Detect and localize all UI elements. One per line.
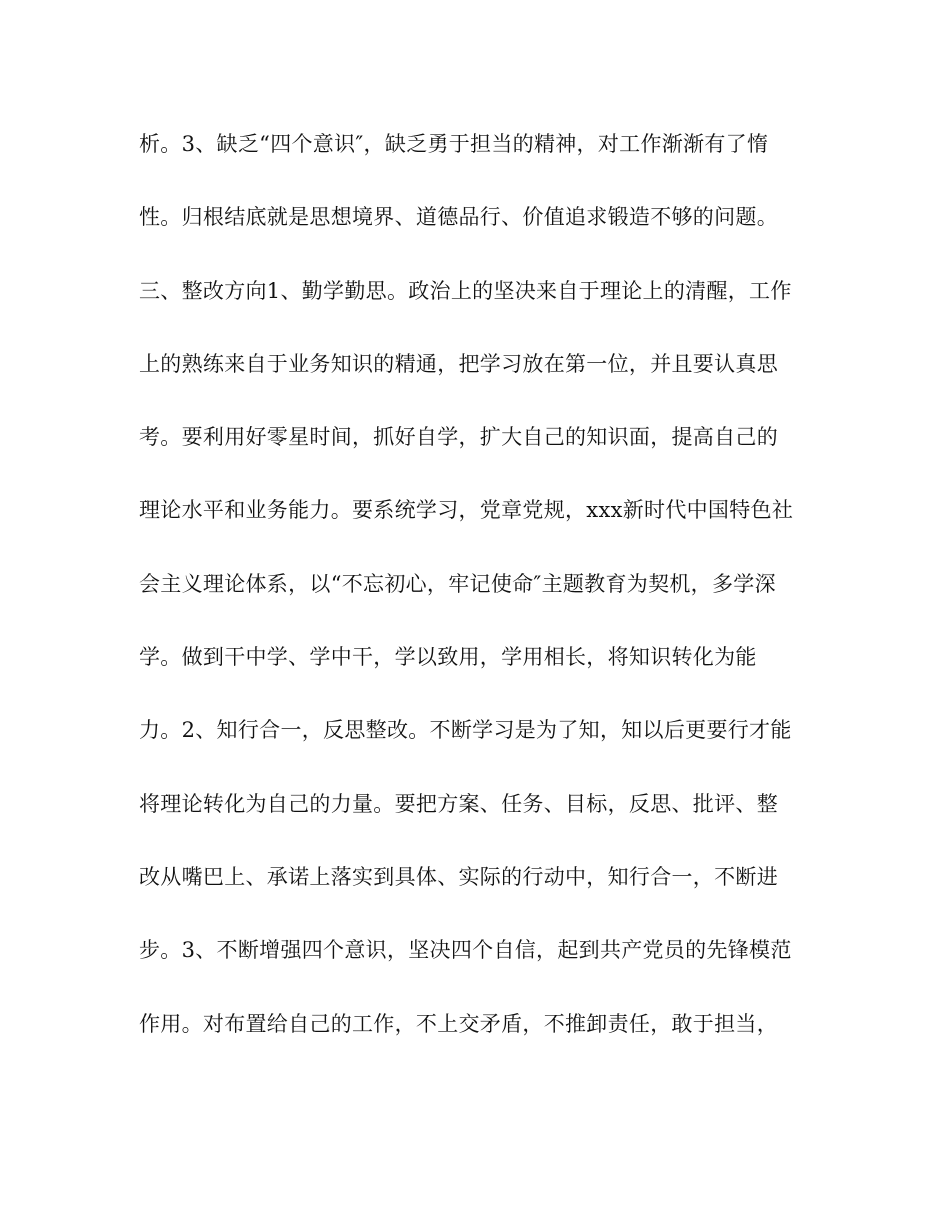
- text-line: 改从嘴巴上、承诺上落实到具体、实际的行动中，知行合一，不断进: [139, 864, 778, 889]
- document-body: [139, 123, 819, 1076]
- text-line: 力。2、知行合一，反思整改。不断学习是为了知，知以后更要行才能: [139, 718, 792, 743]
- text-line: 性。归根结底就是思想境界、道德品行、价值追求锻造不够的问题。: [139, 205, 778, 230]
- text-line: 三、整改方向1、勤学勤思。政治上的坚决来自于理论上的清醒，工作: [139, 278, 792, 303]
- text-line: 考。要利用好零星时间，抓好自学，扩大自己的知识面，提高自己的: [139, 425, 778, 450]
- text-line: 会主义理论体系，以“不忘初心，牢记使命″主题教育为契机，多学深: [139, 571, 776, 596]
- text-line: 步。3、不断增强四个意识，坚决四个自信，起到共产党员的先锋模范: [139, 938, 792, 963]
- text-line: 析。3、缺乏“四个意识″，缺乏勇于担当的精神，对工作渐渐有了惰: [139, 132, 769, 156]
- text-line: 学。做到干中学、学中干，学以致用，学用相长，将知识转化为能: [139, 645, 757, 670]
- text-line: 将理论转化为自己的力量。要把方案、任务、目标，反思、批评、整: [139, 791, 778, 816]
- text-line: 上的熟练来自于业务知识的精通，把学习放在第一位，并且要认真思: [139, 351, 778, 376]
- text-line: 理论水平和业务能力。要系统学习，党章党规，xxx新时代中国特色社: [139, 498, 794, 523]
- text-line: 作用。对布置给自己的工作，不上交矛盾，不推卸责任，敢于担当，: [139, 1011, 778, 1036]
